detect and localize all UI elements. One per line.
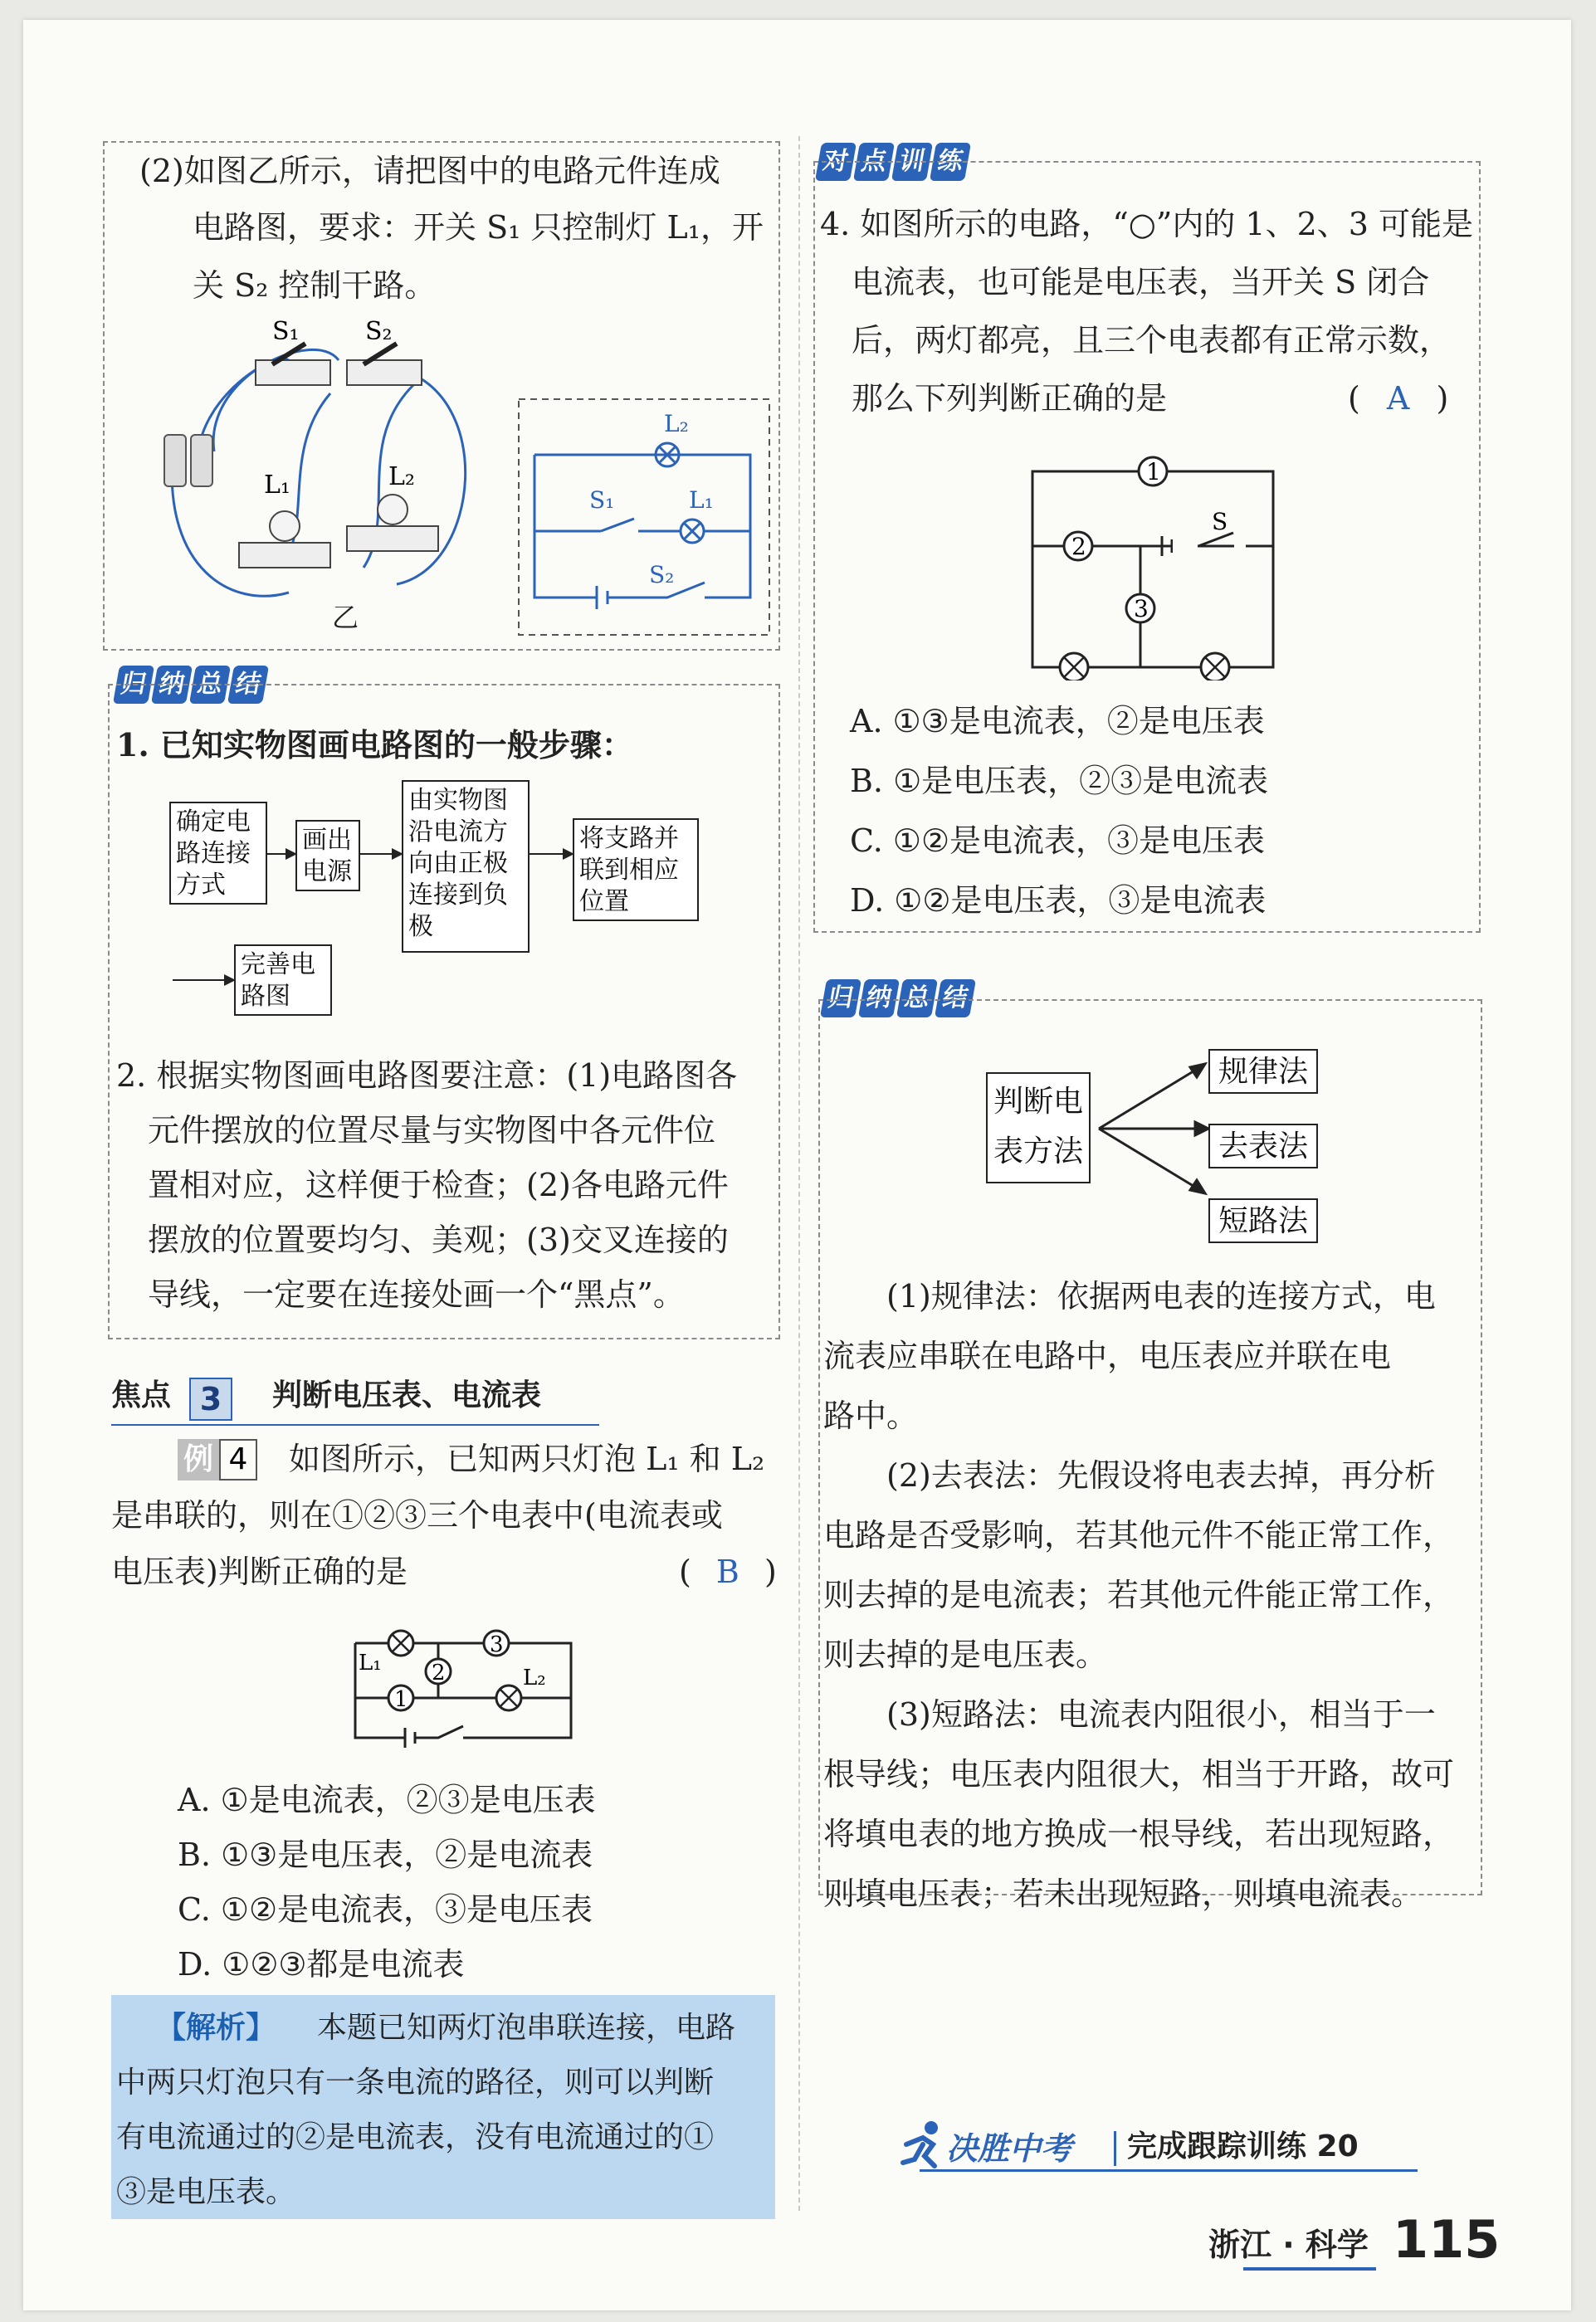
method-p2: 则去掉的是电压表。 [823,1637,1108,1673]
tag-char: 练 [930,143,971,181]
q4-line: 4. 如图所示的电路，“○”内的 1、2、3 可能是 [820,206,1474,242]
q4-meter-2: 2 [1071,533,1086,560]
footer-task: 完成跟踪训练 20 [1127,2129,1359,2163]
example-option: D. ①②③都是电流表 [178,1946,465,1983]
example-option: B. ①③是电压表，②是电流表 [178,1837,593,1873]
tag-char: 对 [815,143,857,181]
method-p2: 电路是否受影响，若其他元件不能正常工作， [823,1517,1455,1554]
example-option: C. ①②是电流表，③是电压表 [178,1891,593,1928]
tag-char: 总 [189,666,231,704]
label-s1: S₁ [272,319,300,346]
step-arrow [173,979,234,981]
focus-underline [111,1424,599,1426]
method-box-3: 短路法 [1208,1198,1318,1243]
example-tag: 例 [178,1439,219,1481]
example-line-1: 如图所示，已知两只灯泡 L₁ 和 L₂ [289,1441,765,1477]
q4-line: 那么下列判断正确的是 [852,380,1168,417]
tag-char: 纳 [151,666,193,704]
tag-char: 归 [113,666,154,704]
tag-char: 训 [891,143,933,181]
method-arrows [1091,1049,1215,1215]
summary-item-1: 1. 已知实物图画电路图的一般步骤： [116,726,633,763]
footer-region: 浙江 · 科学 [1208,2227,1369,2263]
analysis-line: 有电流通过的②是电流表，没有电流通过的① [116,2120,715,2154]
method-p3: 根导线；电压表内阻很大，相当于开路，故可 [823,1756,1455,1793]
answer-label-l1: L₁ [689,486,714,514]
example-line-3: 电压表)判断正确的是 [111,1554,408,1590]
physical-circuit-figure [148,319,496,642]
analysis-label: 【解析】 [156,2011,276,2045]
method-p2: (2)去表法：先假设将电表去掉，再分析 [886,1457,1436,1494]
example-answer-bracket [679,1542,777,1602]
answer-label-l2: L₂ [664,410,689,437]
summary-item-2-line: 摆放的位置要均匀、美观；(3)交叉连接的 [148,1222,729,1258]
answer-label-s1: S₁ [589,486,615,514]
footer-underline [920,2169,1418,2172]
label-l2: L₂ [388,462,415,491]
bracket-close: ) [764,1554,777,1590]
circuit-meter-1: 1 [394,1687,408,1712]
example-circuit [330,1613,579,1754]
method-p3: 将填电表的地方换成一根导线，若出现短路， [823,1816,1455,1852]
tag-char: 纳 [858,979,900,1017]
focus-number: 3 [189,1378,232,1421]
q4-option: D. ①②是电压表，③是电流表 [850,882,1267,919]
analysis-line: 本题已知两灯泡串联连接，电路 [317,2011,736,2045]
q2-line-2: 电路图，要求：开关 S₁ 只控制灯 L₁，开 [193,209,764,246]
method-p1: 流表应串联在电路中，电压表应并联在电 [823,1338,1392,1374]
step-box-5: 完善电路图 [234,944,332,1016]
q4-circuit [1016,448,1290,681]
step-box-3: 由实物图沿电流方向由正极连接到负极 [402,780,530,953]
method-root-box: 判断电表方法 [986,1072,1091,1183]
footer-region-underline [1243,2267,1376,2271]
step-arrow [360,853,402,855]
summary-item-2-line: 2. 根据实物图画电路图要注意：(1)电路图各 [116,1057,738,1094]
footer-brand: 决胜中考 [946,2130,1073,2167]
circuit-label-l1: L₁ [359,1651,382,1676]
q4-line: 电流表，也可能是电压表，当开关 S 闭合 [852,264,1430,300]
tag-char: 点 [853,143,895,181]
q4-option: A. ①③是电流表，②是电压表 [850,703,1265,739]
bracket-open: ( [1348,380,1360,417]
footer-divider [1114,2131,1116,2166]
q4-option: B. ①是电压表，②③是电流表 [850,763,1269,799]
method-p1: 路中。 [823,1398,919,1434]
tag-char: 归 [820,979,861,1017]
runner-icon [898,2120,944,2169]
q4-option: C. ①②是电流表，③是电压表 [850,822,1266,859]
method-p1: (1)规律法：依据两电表的连接方式，电 [886,1278,1436,1315]
example-number: 4 [219,1439,257,1481]
answer-label-s2: S₂ [649,561,675,588]
answer-circuit-figure [518,398,770,636]
step-box-2: 画出电源 [295,820,360,891]
label-s2: S₂ [365,319,393,346]
q4-line: 后，两灯都亮，且三个电表都有正常示数， [852,322,1452,359]
q4-answer-bracket [1348,368,1448,428]
q4-label-s: S [1212,508,1228,535]
example-line-2: 是串联的，则在①②③三个电表中(电流表或 [111,1497,723,1534]
summary-item-2-line: 导线，一定要在连接处画一个“黑点”。 [148,1276,685,1313]
focus-label: 焦点 [111,1378,172,1412]
method-box-2: 去表法 [1208,1124,1318,1168]
q4-meter-3: 3 [1134,595,1149,622]
analysis-line: 中两只灯泡只有一条电流的路径，则可以判断 [116,2066,715,2100]
analysis-line: ③是电压表。 [116,2175,296,2209]
summary-item-2-line: 置相对应，这样便于检查；(2)各电路元件 [148,1167,729,1203]
page-number: 115 [1393,2209,1501,2270]
q2-line-1: (2)如图乙所示，请把图中的电路元件连成 [139,153,720,189]
method-p3: 则填电压表；若未出现短路，则填电流表。 [823,1876,1423,1912]
method-p3: (3)短路法：电流表内阻很小，相当于一 [886,1696,1436,1733]
summary-item-2-line: 元件摆放的位置尽量与实物图中各元件位 [148,1112,716,1149]
circuit-label-l2: L₂ [523,1666,546,1690]
example-option: A. ①是电流表，②③是电压表 [178,1782,596,1818]
label-l1: L₁ [264,471,290,500]
step-box-1: 确定电路连接方式 [169,802,267,905]
figure-caption: 乙 [332,602,359,633]
q4-answer: A [1386,380,1410,417]
method-box-1: 规律法 [1208,1049,1318,1094]
q2-line-3: 关 S₂ 控制干路。 [193,267,437,304]
circuit-meter-3: 3 [490,1632,504,1657]
step-arrow [530,853,573,855]
tag-char: 结 [935,979,976,1017]
example-answer: B [715,1554,739,1590]
method-p2: 则去掉的是电流表；若其他元件能正常工作， [823,1577,1455,1613]
circuit-meter-2: 2 [432,1661,446,1685]
tag-char: 结 [227,666,269,704]
step-arrow [267,853,295,855]
column-divider [798,136,800,2211]
focus-title: 判断电压表、电流表 [272,1378,542,1412]
step-box-4: 将支路并联到相应位置 [573,818,699,921]
q4-meter-1: 1 [1146,458,1161,485]
workbook-page [23,20,1571,2310]
bracket-close: ) [1436,380,1449,417]
bracket-open: ( [679,1554,691,1590]
tag-char: 总 [896,979,938,1017]
